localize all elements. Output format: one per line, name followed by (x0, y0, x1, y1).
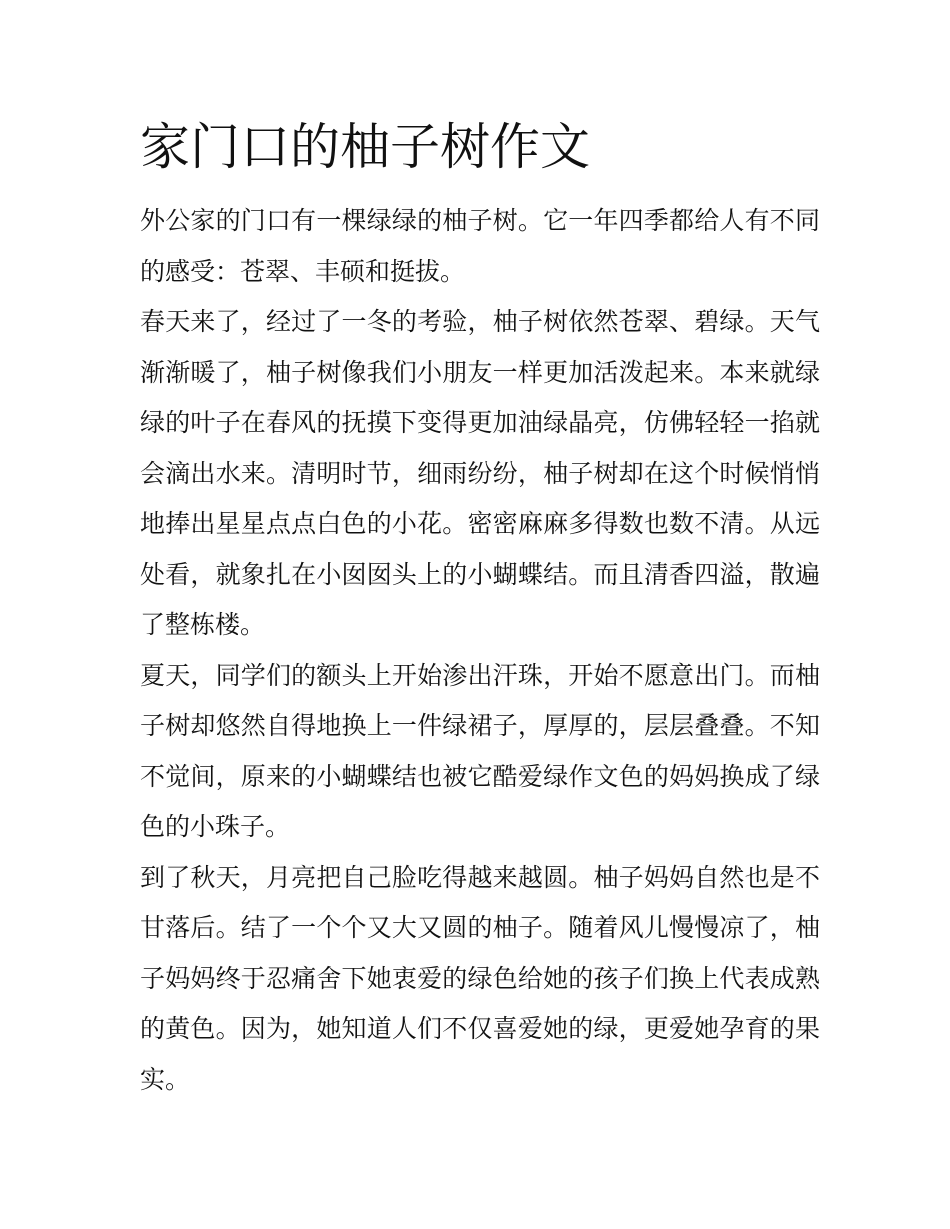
paragraph-intro: 外公家的门口有一棵绿绿的柚子树。它一年四季都给人有不同的感受：苍翠、丰硕和挺拔。 (140, 206, 820, 286)
paragraph-summer: 夏天，同学们的额头上开始渗出汗珠，开始不愿意出门。而柚子树却悠然自得地换上一件绿裙子，厚厚的，层层叠叠。不知不觉间，原来的小蝴蝶结也被它酷爱绿作文色的妈妈换成了绿色的小珠子。 (140, 660, 820, 841)
paragraph-spring: 春天来了，经过了一冬的考验，柚子树依然苍翠、碧绿。天气渐渐暖了，柚子树像我们小朋友一样更加活泼起来。本来就绿绿的叶子在春风的抚摸下变得更加油绿晶亮，仿佛轻轻一掐就会滴出水来。清明时节，细雨纷纷，柚子树却在这个时候悄悄地捧出星星点点白色的小花。密密麻麻多得数也数不清。从远处看，就象扎在小囡囡头上的小蝴蝶结。而且清香四溢，散遍了整栋楼。 (140, 307, 820, 639)
document-body (140, 112, 820, 1105)
page-title: 家门口的柚子树作文 (140, 118, 590, 176)
paragraph-autumn: 到了秋天，月亮把自己脸吃得越来越圆。柚子妈妈自然也是不甘落后。结了一个个又大又圆的柚子。随着风儿慢慢凉了，柚子妈妈终于忍痛舍下她衷爱的绿色给她的孩子们换上代表成熟的黄色。因为，她知道人们不仅喜爱她的绿，更爱她孕育的果实。 (140, 862, 820, 1094)
